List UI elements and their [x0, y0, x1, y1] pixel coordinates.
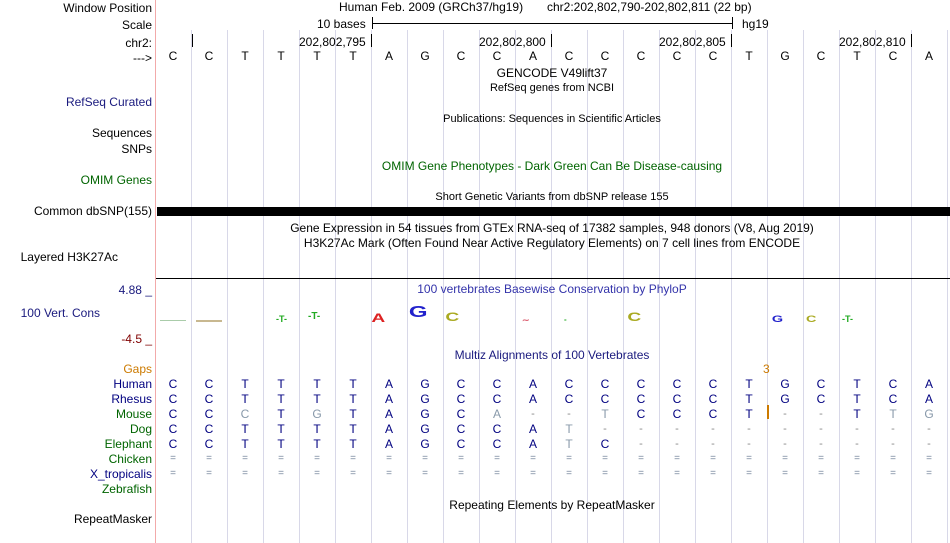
alignment-base-rhesus: G [780, 392, 790, 406]
alignment-base-dog: G [420, 422, 430, 436]
cons-base-t2: -T- [308, 311, 321, 322]
sequence-base: A [528, 49, 537, 63]
alignment-base-dog: - [819, 423, 823, 435]
species-rhesus-label: Rhesus [111, 392, 152, 406]
alignment-base-rhesus: C [888, 392, 898, 406]
alignment-base-mouse: C [636, 407, 646, 421]
alignment-base-chicken: = [818, 453, 824, 464]
publications-track-title[interactable]: Publications: Sequences in Scientific Articles [443, 113, 661, 125]
grid-line [407, 30, 408, 543]
sequence-base: C [708, 49, 718, 63]
alignment-base-dog: - [603, 423, 607, 435]
alignment-base-rhesus: C [168, 392, 178, 406]
alignment-base-x_tropicalis: = [494, 468, 500, 479]
sequence-base: C [888, 49, 898, 63]
alignment-base-mouse: C [456, 407, 466, 421]
sequence-base: C [564, 49, 574, 63]
ruler-coord-2: 202,802,800 [479, 35, 546, 49]
cons-base-c3: C [806, 314, 817, 324]
alignment-base-chicken: = [242, 453, 248, 464]
alignment-base-chicken: = [602, 453, 608, 464]
position-title: chr2:202,802,790-202,802,811 (22 bp) [547, 0, 752, 14]
alignment-base-human: C [456, 377, 466, 391]
sequence-base: C [816, 49, 826, 63]
alignment-base-human: C [600, 377, 610, 391]
grid-line [263, 30, 264, 543]
alignment-base-elephant: T [241, 437, 249, 451]
alignment-base-elephant: T [349, 437, 357, 451]
alignment-base-rhesus: T [349, 392, 357, 406]
ruler-tick-3 [551, 34, 552, 47]
repeatmasker-track-title[interactable]: Repeating Elements by RepeatMasker [449, 498, 655, 512]
cons-base-g: G [408, 304, 428, 321]
grid-line [767, 30, 768, 543]
alignment-base-human: A [924, 377, 933, 391]
grid-line [911, 30, 912, 543]
alignment-base-rhesus: C [456, 392, 466, 406]
refseq-description: RefSeq genes from NCBI [489, 82, 615, 94]
alignment-base-x_tropicalis: = [314, 468, 320, 479]
alignment-base-mouse: C [204, 407, 214, 421]
alignment-base-rhesus: C [636, 392, 646, 406]
alignment-base-human: T [349, 377, 357, 391]
alignment-base-elephant: T [277, 437, 285, 451]
cons-track-label[interactable]: 100 Vert. Cons [20, 306, 100, 320]
alignment-base-chicken: = [458, 453, 464, 464]
alignment-base-chicken: = [638, 453, 644, 464]
alignment-base-chicken: = [674, 453, 680, 464]
mouse-insertion-marker [767, 405, 769, 419]
alignment-base-dog: C [456, 422, 466, 436]
repeatmasker-track-label[interactable]: RepeatMasker [73, 512, 152, 526]
alignment-base-rhesus: C [204, 392, 214, 406]
ruler-tick-4 [731, 34, 732, 47]
alignment-base-dog: - [855, 423, 859, 435]
alignment-base-human: C [492, 377, 502, 391]
alignment-base-mouse: - [783, 408, 787, 420]
alignment-base-elephant: A [384, 437, 393, 451]
alignment-base-rhesus: A [528, 392, 537, 406]
alignment-base-elephant: - [927, 438, 931, 450]
sequence-base: T [313, 49, 321, 63]
track-labels-column [0, 0, 155, 543]
alignment-base-chicken: = [206, 453, 212, 464]
alignment-base-rhesus: T [853, 392, 861, 406]
h3k27ac-baseline [156, 278, 950, 279]
sequence-base: G [420, 49, 430, 63]
alignment-base-rhesus: T [313, 392, 321, 406]
alignment-base-chicken: = [530, 453, 536, 464]
alignment-base-mouse: T [277, 407, 285, 421]
alignment-base-rhesus: C [708, 392, 718, 406]
cons-base-a: A [371, 311, 386, 325]
alignment-base-elephant: G [420, 437, 430, 451]
alignment-base-rhesus: C [492, 392, 502, 406]
alignment-base-human: T [745, 377, 753, 391]
alignment-base-dog: - [675, 423, 679, 435]
alignment-base-rhesus: C [816, 392, 826, 406]
cons-dash-2 [196, 320, 222, 322]
grid-line [947, 30, 948, 543]
alignment-base-chicken: = [782, 453, 788, 464]
alignment-base-dog: C [168, 422, 178, 436]
ruler-coord-4: 202,802,810 [839, 35, 906, 49]
alignment-base-dog: - [747, 423, 751, 435]
gaps-label: Gaps [123, 362, 152, 376]
species-chicken-label: Chicken [108, 452, 152, 466]
common-dbsnp-bar[interactable] [157, 207, 950, 216]
species-mouse-label: Mouse [115, 407, 152, 421]
ruler-tick-1 [192, 34, 193, 47]
alignment-base-x_tropicalis: = [206, 468, 212, 479]
alignment-base-dog: T [313, 422, 321, 436]
alignment-base-chicken: = [854, 453, 860, 464]
scale-label: Scale [121, 18, 152, 32]
alignment-base-elephant: C [168, 437, 178, 451]
scale-bar-line [373, 23, 732, 24]
alignment-base-elephant: T [313, 437, 321, 451]
alignment-base-human: T [313, 377, 321, 391]
cons-base-c2: C [627, 310, 642, 324]
cons-base-c1: C [445, 310, 460, 324]
species-xtropicalis-label: X_tropicalis [89, 467, 152, 481]
cons-base-t3: - [564, 315, 567, 324]
sequence-base: C [204, 49, 214, 63]
h3k27ac-track-label[interactable]: Layered H3K27Ac [20, 250, 118, 264]
alignment-base-x_tropicalis: = [710, 468, 716, 479]
sequence-base: C [492, 49, 502, 63]
alignment-base-chicken: = [890, 453, 896, 464]
alignment-base-human: C [708, 377, 718, 391]
alignment-base-mouse: G [420, 407, 430, 421]
alignment-base-rhesus: T [277, 392, 285, 406]
grid-line [191, 30, 192, 543]
gtex-track-title[interactable]: Gene Expression in 54 tissues from GTEx RNA-seq of 17382 samples, 948 donors (V8, Aug 2019) [290, 221, 814, 235]
sequence-base: C [456, 49, 466, 63]
alignment-base-mouse: C [168, 407, 178, 421]
ruler-tick-5 [911, 34, 912, 47]
alignment-base-mouse: C [708, 407, 718, 421]
alignment-base-x_tropicalis: = [746, 468, 752, 479]
alignment-base-dog: - [891, 423, 895, 435]
alignment-base-x_tropicalis: = [782, 468, 788, 479]
alignment-base-chicken: = [386, 453, 392, 464]
grid-line [803, 30, 804, 543]
sequence-base: C [672, 49, 682, 63]
alignment-base-x_tropicalis: = [674, 468, 680, 479]
alignment-base-elephant: - [711, 438, 715, 450]
alignment-base-dog: C [204, 422, 214, 436]
alignment-base-dog: - [927, 423, 931, 435]
alignment-base-x_tropicalis: = [458, 468, 464, 479]
alignment-base-dog: T [241, 422, 249, 436]
sequence-base: T [745, 49, 753, 63]
alignment-base-elephant: - [891, 438, 895, 450]
alignment-base-mouse: - [567, 408, 571, 420]
grid-line [695, 30, 696, 543]
alignment-base-mouse: T [889, 407, 897, 421]
sequence-base: G [780, 49, 790, 63]
alignment-base-dog: - [783, 423, 787, 435]
alignment-base-mouse: T [745, 407, 753, 421]
alignment-base-x_tropicalis: = [386, 468, 392, 479]
cons-base-t1: -T- [276, 314, 287, 324]
alignment-base-human: T [277, 377, 285, 391]
alignment-base-chicken: = [746, 453, 752, 464]
cons-base-g2: G [771, 314, 784, 324]
alignment-base-x_tropicalis: = [530, 468, 536, 479]
alignment-base-chicken: = [710, 453, 716, 464]
alignment-base-x_tropicalis: = [602, 468, 608, 479]
alignment-base-x_tropicalis: = [278, 468, 284, 479]
alignment-base-x_tropicalis: = [818, 468, 824, 479]
alignment-base-rhesus: T [241, 392, 249, 406]
alignment-base-x_tropicalis: = [350, 468, 356, 479]
grid-line [335, 30, 336, 543]
alignment-base-x_tropicalis: = [422, 468, 428, 479]
alignment-base-chicken: = [422, 453, 428, 464]
omim-genes-track-label[interactable]: OMIM Genes [80, 173, 152, 187]
phylop-track-title[interactable]: 100 vertebrates Basewise Conservation by PhyloP [417, 282, 687, 296]
sequence-base: T [349, 49, 357, 63]
alignment-base-elephant: - [783, 438, 787, 450]
cons-min-label: -4.5 _ [121, 332, 152, 346]
alignment-base-mouse: G [924, 407, 934, 421]
alignment-base-elephant: C [492, 437, 502, 451]
alignment-base-elephant: T [565, 437, 573, 451]
alignment-base-human: A [384, 377, 393, 391]
alignment-base-dog: A [384, 422, 393, 436]
sequence-base: A [384, 49, 393, 63]
alignment-base-human: T [241, 377, 249, 391]
alignment-base-mouse: T [601, 407, 609, 421]
ruler-coord-1: 202,802,795 [299, 35, 366, 49]
alignment-base-dog: T [277, 422, 285, 436]
short-variants-track-title[interactable]: Short Genetic Variants from dbSNP release 155 [435, 191, 669, 203]
tracks-area[interactable] [156, 0, 950, 543]
grid-line [875, 30, 876, 543]
alignment-base-dog: T [565, 422, 573, 436]
db-label: hg19 [742, 17, 769, 31]
alignment-base-elephant: C [204, 437, 214, 451]
alignment-base-human: C [636, 377, 646, 391]
alignment-base-elephant: - [747, 438, 751, 450]
assembly-title: Human Feb. 2009 (GRCh37/hg19) [339, 0, 524, 14]
alignment-base-elephant: C [600, 437, 610, 451]
alignment-base-chicken: = [170, 453, 176, 464]
alignment-base-dog: - [711, 423, 715, 435]
grid-line [227, 30, 228, 543]
alignment-base-dog: T [349, 422, 357, 436]
alignment-base-human: A [528, 377, 537, 391]
h3k27ac-track-title[interactable]: H3K27Ac Mark (Often Found Near Active Regulatory Elements) on 7 cell lines from ENCODE [303, 236, 801, 250]
alignment-base-x_tropicalis: = [170, 468, 176, 479]
alignment-base-human: T [853, 377, 861, 391]
alignment-base-elephant: A [528, 437, 537, 451]
alignment-base-human: G [420, 377, 430, 391]
alignment-base-x_tropicalis: = [638, 468, 644, 479]
sequence-base: C [600, 49, 610, 63]
cons-base-a2: ∼ [522, 315, 530, 325]
alignment-base-rhesus: T [745, 392, 753, 406]
sequence-base: C [636, 49, 646, 63]
grid-line [299, 30, 300, 543]
species-zebrafish-label: Zebrafish [101, 482, 152, 496]
alignment-base-human: C [168, 377, 178, 391]
alignment-base-dog: A [528, 422, 537, 436]
alignment-base-elephant: C [456, 437, 466, 451]
alignment-base-x_tropicalis: = [890, 468, 896, 479]
ruler-coord-3: 202,802,805 [659, 35, 726, 49]
alignment-base-rhesus: A [384, 392, 393, 406]
alignment-base-human: C [672, 377, 682, 391]
alignment-base-human: C [816, 377, 826, 391]
ruler-tick-2 [371, 34, 372, 47]
alignment-base-rhesus: G [420, 392, 430, 406]
cons-dash-1 [160, 320, 186, 321]
alignment-base-mouse: - [531, 408, 535, 420]
sequence-base: T [241, 49, 249, 63]
alignment-base-rhesus: C [672, 392, 682, 406]
gap-count-marker: 3 [763, 362, 770, 376]
sequence-base: C [168, 49, 178, 63]
snps-track-label[interactable]: SNPs [121, 142, 152, 156]
alignment-base-mouse: G [312, 407, 322, 421]
alignment-base-mouse: C [240, 407, 250, 421]
multiz-track-title[interactable]: Multiz Alignments of 100 Vertebrates [454, 348, 650, 362]
species-human-label: Human [113, 377, 152, 391]
alignment-base-rhesus: C [564, 392, 574, 406]
alignment-base-mouse: T [349, 407, 357, 421]
alignment-base-mouse: A [492, 407, 501, 421]
scale-bar-right-tick [732, 17, 733, 29]
alignment-base-x_tropicalis: = [566, 468, 572, 479]
gencode-track-title[interactable]: GENCODE V49lift37 [496, 66, 608, 80]
alignment-base-chicken: = [278, 453, 284, 464]
alignment-base-rhesus: C [600, 392, 610, 406]
cons-max-label: 4.88 _ [118, 283, 152, 297]
alignment-base-chicken: = [566, 453, 572, 464]
alignment-base-mouse: C [672, 407, 682, 421]
sequences-track-label[interactable]: Sequences [91, 126, 152, 140]
alignment-base-mouse: A [384, 407, 393, 421]
window-position-label: Window Position [63, 1, 152, 15]
alignment-base-human: C [888, 377, 898, 391]
refseq-track-label[interactable]: RefSeq Curated [65, 95, 152, 109]
alignment-base-elephant: - [639, 438, 643, 450]
alignment-base-human: G [780, 377, 790, 391]
alignment-base-mouse: - [819, 408, 823, 420]
species-dog-label: Dog [129, 422, 152, 436]
grid-line [731, 30, 732, 543]
alignment-base-x_tropicalis: = [242, 468, 248, 479]
sequence-base: T [853, 49, 861, 63]
alignment-base-human: C [204, 377, 214, 391]
grid-line [839, 30, 840, 543]
alignment-base-mouse: T [853, 407, 861, 421]
alignment-base-dog: C [492, 422, 502, 436]
alignment-base-x_tropicalis: = [926, 468, 932, 479]
alignment-base-chicken: = [350, 453, 356, 464]
alignment-base-rhesus: A [924, 392, 933, 406]
alignment-base-elephant: - [855, 438, 859, 450]
grid-line [371, 30, 372, 543]
alignment-base-chicken: = [314, 453, 320, 464]
chrom-label: chr2: [125, 36, 152, 50]
alignment-base-elephant: - [819, 438, 823, 450]
strand-arrow-label[interactable]: ---> [133, 51, 152, 65]
sequence-base: T [277, 49, 285, 63]
alignment-base-chicken: = [494, 453, 500, 464]
sequence-base: A [924, 49, 933, 63]
scale-bar-text: 10 bases [317, 17, 366, 31]
species-elephant-label: Elephant [104, 437, 152, 451]
alignment-base-chicken: = [926, 453, 932, 464]
alignment-base-dog: - [639, 423, 643, 435]
common-dbsnp-track-label[interactable]: Common dbSNP(155) [33, 204, 152, 218]
alignment-base-x_tropicalis: = [854, 468, 860, 479]
alignment-base-human: C [564, 377, 574, 391]
alignment-base-elephant: - [675, 438, 679, 450]
omim-phenotypes-track-title[interactable]: OMIM Gene Phenotypes - Dark Green Can Be Disease-causing [381, 159, 723, 173]
cons-base-t4: -T- [842, 314, 853, 324]
